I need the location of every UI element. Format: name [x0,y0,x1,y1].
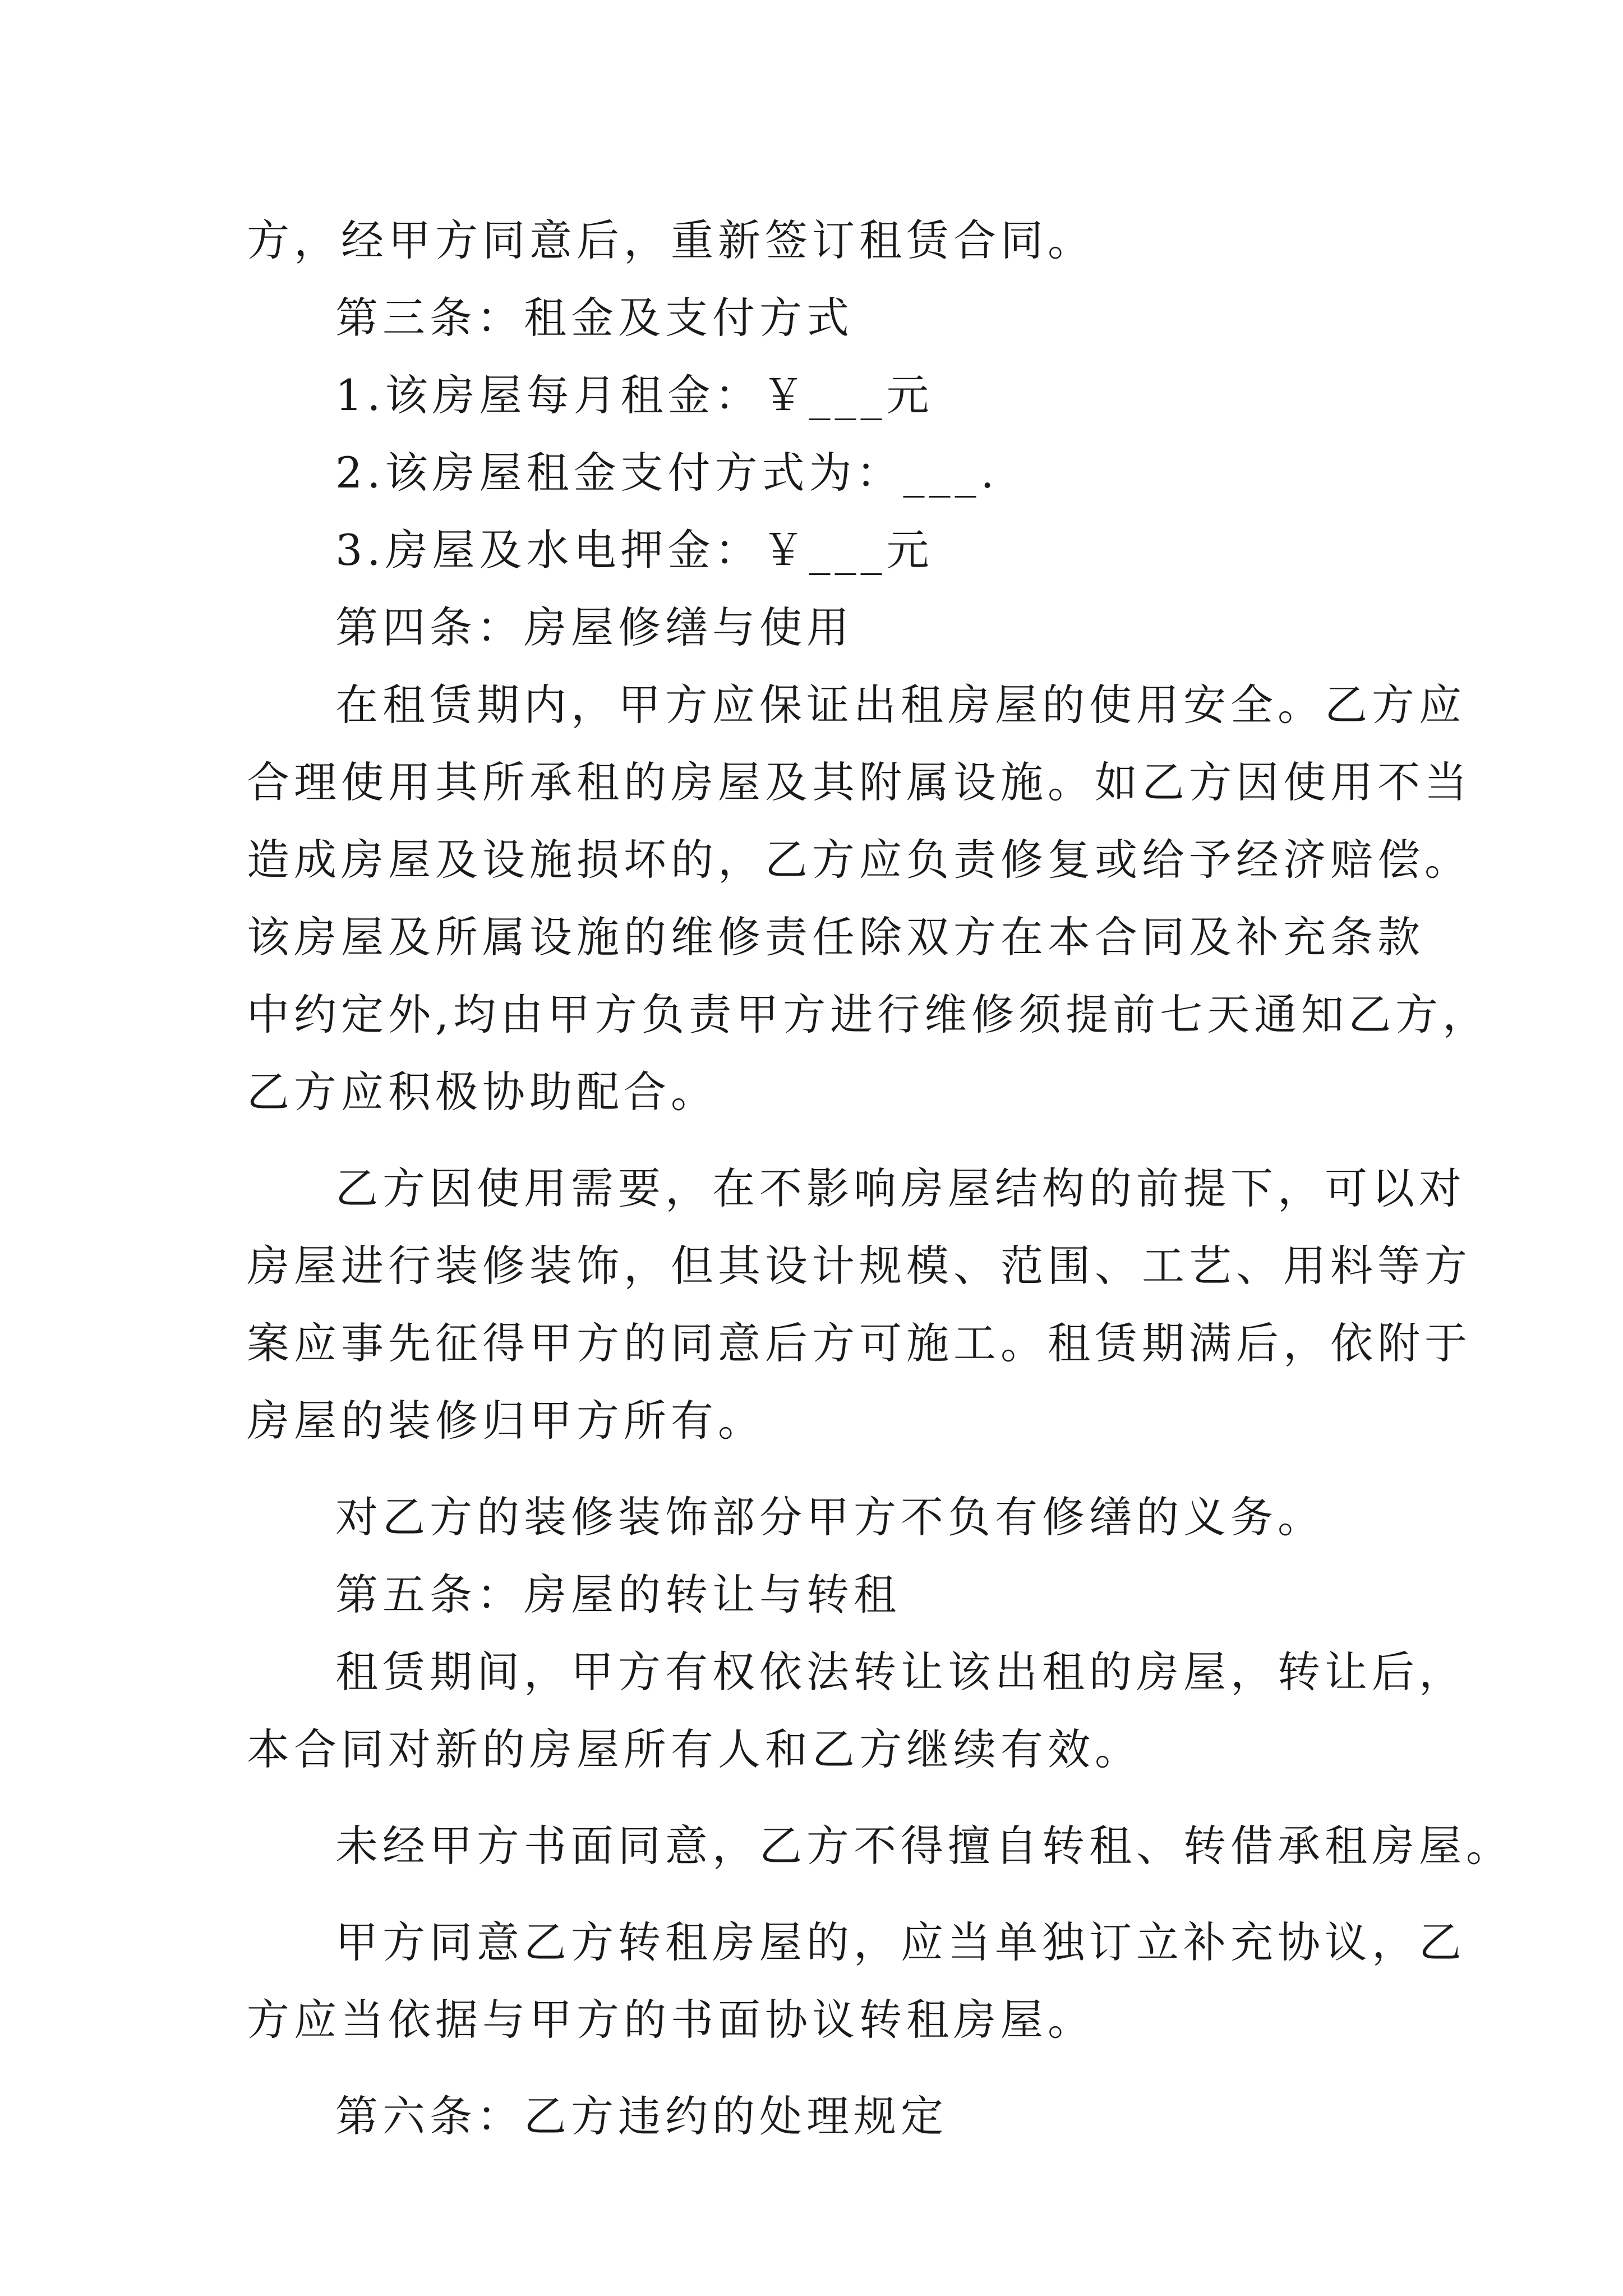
paragraph-line: 方应当依据与甲方的书面协议转租房屋。 [247,1995,1095,2045]
paragraph-line: 房屋进行装修装饰，但其设计规模、范围、工艺、用料等方 [247,1241,1472,1291]
text-line: 1.该房屋每月租金：￥___元 [335,370,934,420]
article-heading: 第六条：乙方违约的处理规定 [335,2091,948,2141]
paragraph-line: 对乙方的装修装饰部分甲方不负有修缮的义务。 [335,1492,1325,1542]
article-heading: 第五条：房屋的转让与转租 [335,1570,901,1619]
paragraph-line: 合理使用其所承租的房屋及其附属设施。如乙方因使用不当 [247,757,1472,807]
document-page [247,202,1513,2155]
paragraph-line: 该房屋及所属设施的维修责任除双方在本合同及补充条款 [247,912,1424,962]
paragraph-line: 房屋的装修归甲方所有。 [247,1396,765,1446]
paragraph-line: 造成房屋及设施损坏的，乙方应负责修复或给予经济赔偿。 [247,835,1472,885]
paragraph-line: 在租赁期内，甲方应保证出租房屋的使用安全。乙方应 [335,680,1466,730]
paragraph-line: 甲方同意乙方转租房屋的，应当单独订立补充协议，乙 [335,1917,1466,1967]
paragraph-line: 案应事先征得甲方的同意后方可施工。租赁期满后，依附于 [247,1318,1472,1368]
paragraph-line: 未经甲方书面同意，乙方不得擅自转租、转借承租房屋。 [335,1821,1513,1871]
paragraph-line: 租赁期间，甲方有权依法转让该出租的房屋，转让后， [335,1647,1466,1697]
text-line: 方，经甲方同意后，重新签订租赁合同。 [247,215,1095,265]
paragraph-line: 本合同对新的房屋所有人和乙方继续有效。 [247,1724,1142,1774]
article-heading: 第四条：房屋修缮与使用 [335,602,854,652]
text-line: 2.该房屋租金支付方式为：___. [335,448,999,498]
paragraph-line: 乙方因使用需要，在不影响房屋结构的前提下，可以对 [335,1163,1466,1213]
article-heading: 第三条：租金及支付方式 [335,293,854,343]
text-line: 3.房屋及水电押金：￥___元 [335,525,934,575]
paragraph-line: 乙方应积极协助配合。 [247,1067,718,1117]
paragraph-line: 中约定外,均由甲方负责甲方进行维修须提前七天通知乙方， [247,990,1490,1039]
